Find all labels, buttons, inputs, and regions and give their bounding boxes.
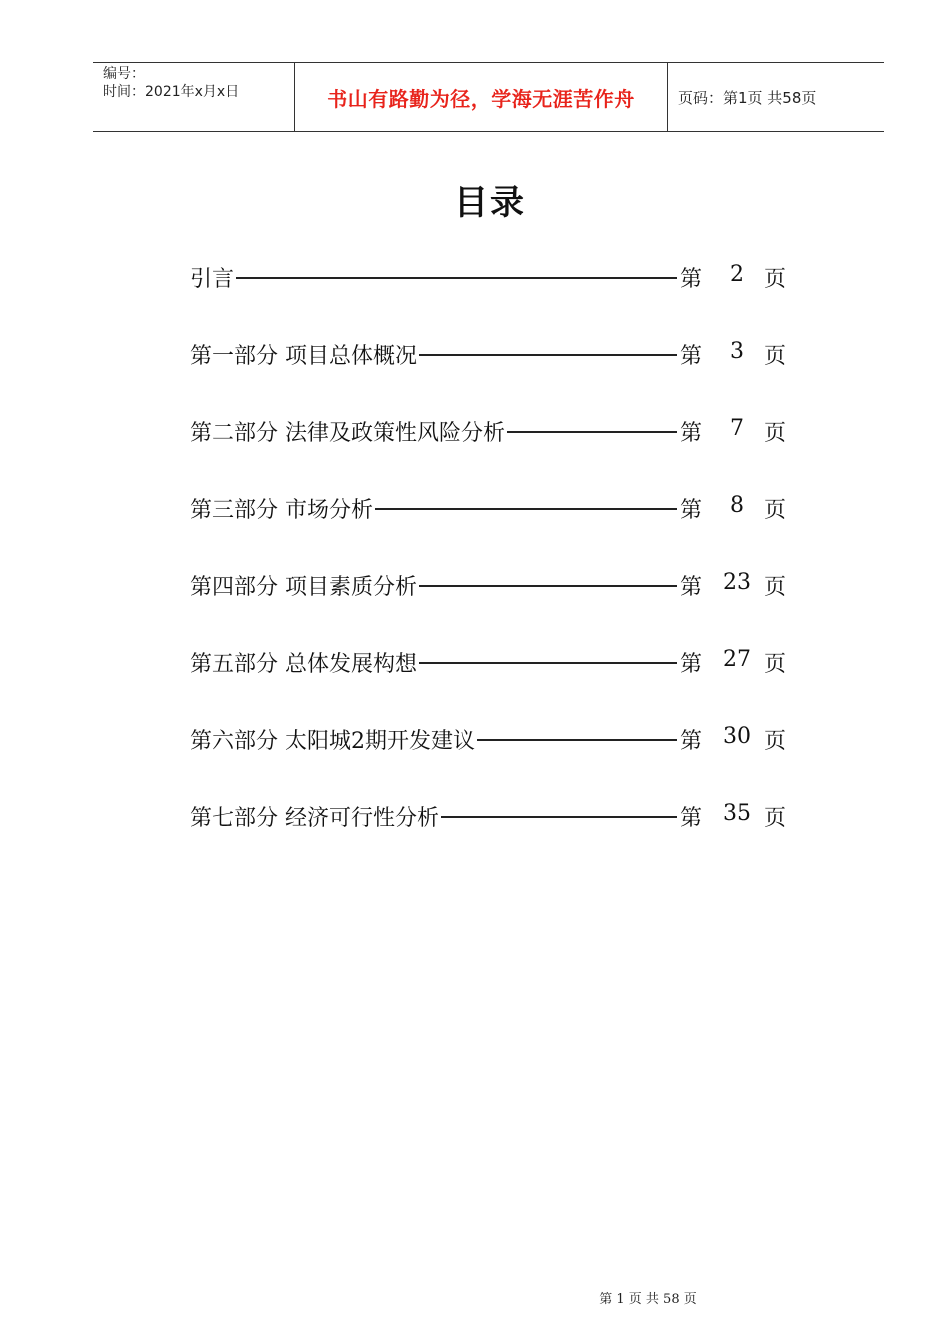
- toc-page-suffix: 页: [764, 344, 787, 369]
- toc-leader-line: [419, 354, 677, 356]
- toc-page-suffix: 页: [764, 729, 787, 754]
- toc-page-prefix: 第: [680, 421, 703, 446]
- header-motto: 书山有路勤为径，学海无涯苦作舟: [327, 86, 635, 111]
- toc-entry[interactable]: [190, 410, 800, 487]
- toc-leader-line: [419, 585, 677, 587]
- toc-entry[interactable]: [190, 641, 800, 718]
- toc-page-number: 23: [723, 570, 751, 595]
- toc-page-number: 27: [723, 647, 751, 672]
- page-title: 目录: [454, 183, 526, 223]
- toc-entry-title: 第七部分 经济可行性分析: [190, 806, 439, 831]
- toc-entry[interactable]: [190, 718, 800, 795]
- header-motto-cell: [295, 63, 668, 131]
- document-date-label: 时间：2021年x月x日: [103, 84, 240, 100]
- toc-entry-title: 第五部分 总体发展构想: [190, 652, 417, 677]
- toc-page-prefix: 第: [680, 575, 703, 600]
- toc-page-number: 30: [723, 724, 751, 749]
- toc-entry[interactable]: [190, 564, 800, 641]
- toc-leader-line: [507, 431, 677, 433]
- toc-leader-line: [419, 662, 677, 664]
- toc-page-prefix: 第: [680, 652, 703, 677]
- toc-entry-title: 第二部分 法律及政策性风险分析: [190, 421, 505, 446]
- toc-entry-title: 第三部分 市场分析: [190, 498, 373, 523]
- toc-page-number: 3: [730, 339, 744, 364]
- toc-page-prefix: 第: [680, 344, 703, 369]
- toc-entry-title: 第四部分 项目素质分析: [190, 575, 417, 600]
- toc-page-suffix: 页: [764, 652, 787, 677]
- toc-leader-line: [441, 816, 677, 818]
- toc-page-prefix: 第: [680, 498, 703, 523]
- toc-leader-line: [477, 739, 677, 741]
- toc-page-number: 8: [730, 493, 744, 518]
- toc-page-prefix: 第: [680, 729, 703, 754]
- toc-page-suffix: 页: [764, 806, 787, 831]
- document-number-label: 编号：: [103, 66, 145, 82]
- toc-entry[interactable]: [190, 256, 800, 333]
- toc-entry[interactable]: [190, 795, 800, 872]
- toc-leader-line: [236, 277, 677, 279]
- page-header: [93, 62, 884, 132]
- toc-page-number: 2: [730, 262, 744, 287]
- toc-page-prefix: 第: [680, 806, 703, 831]
- header-info-cell: [93, 63, 295, 131]
- toc-page-suffix: 页: [764, 575, 787, 600]
- table-of-contents: [190, 256, 800, 872]
- page-footer: 第 1 页 共 58 页: [599, 1292, 697, 1307]
- header-page-cell: [668, 63, 884, 131]
- toc-entry-title: 第一部分 项目总体概况: [190, 344, 417, 369]
- toc-page-prefix: 第: [680, 267, 703, 292]
- toc-page-suffix: 页: [764, 267, 787, 292]
- toc-entry[interactable]: [190, 487, 800, 564]
- toc-page-number: 7: [730, 416, 744, 441]
- toc-entry[interactable]: [190, 333, 800, 410]
- toc-entry-title: 引言: [190, 267, 235, 292]
- toc-page-suffix: 页: [764, 498, 787, 523]
- toc-page-suffix: 页: [764, 421, 787, 446]
- toc-leader-line: [375, 508, 677, 510]
- header-page-info: 页码：第1页 共58页: [678, 88, 817, 107]
- toc-page-number: 35: [723, 801, 751, 826]
- toc-entry-title: 第六部分 太阳城2期开发建议: [190, 729, 475, 754]
